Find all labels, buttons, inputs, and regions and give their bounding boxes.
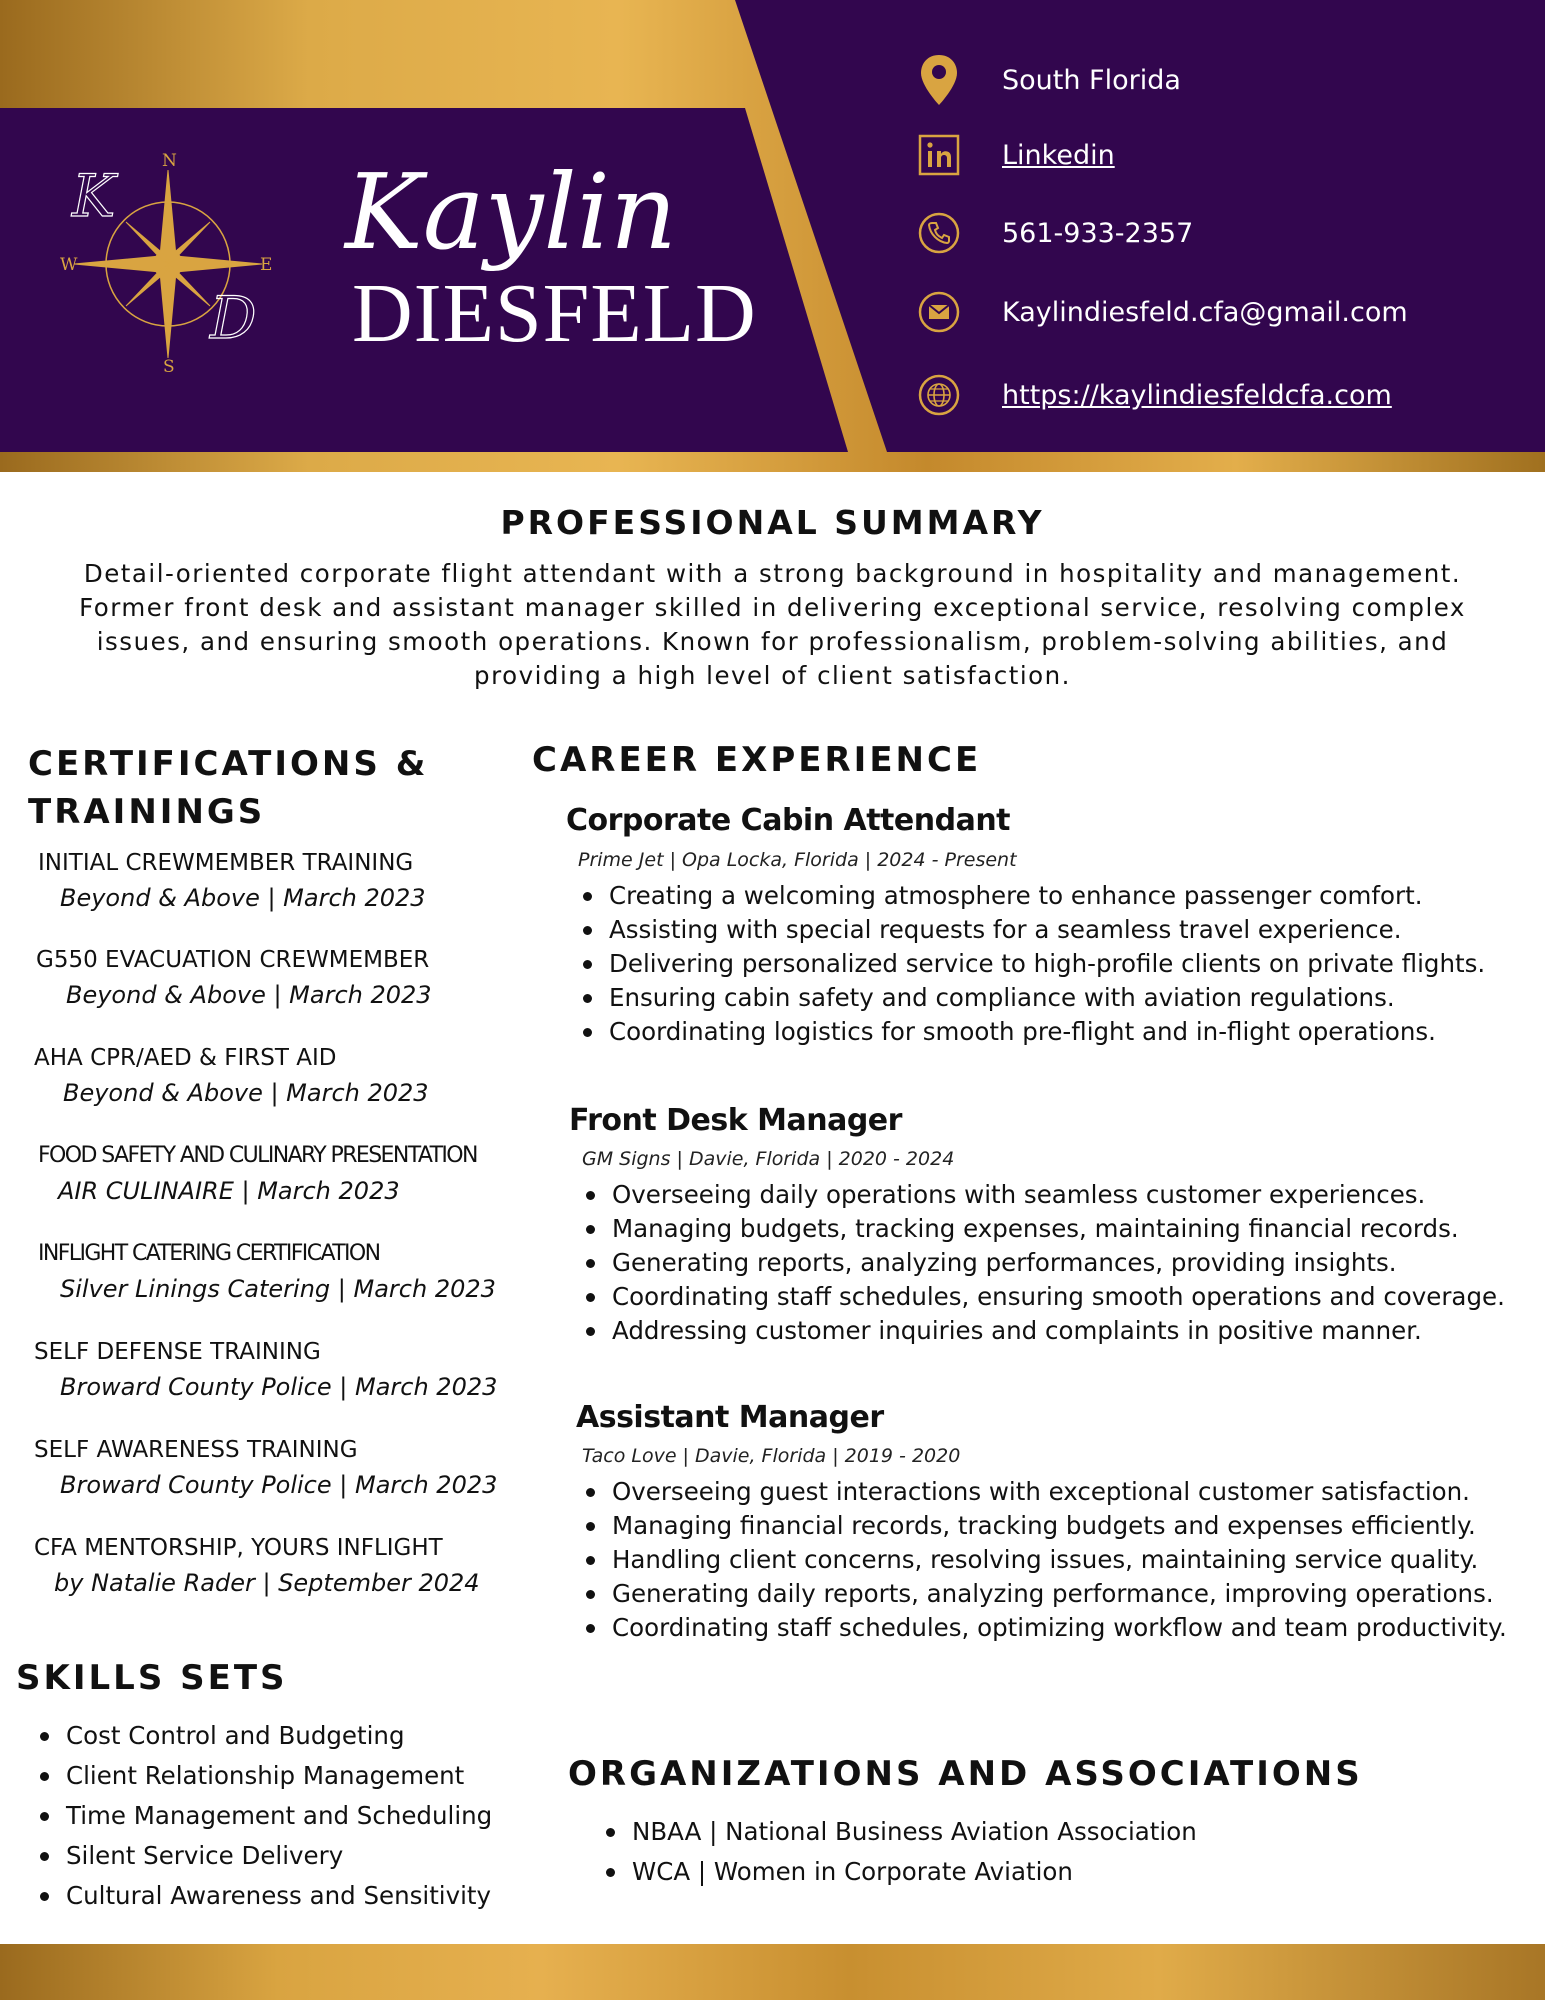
job-bullet: Delivering personalized service to high-profile clients on private flights.: [577, 947, 1485, 981]
job-title: Assistant Manager: [576, 1400, 884, 1435]
job-bullet: Coordinating logistics for smooth pre-flight and in-flight operations.: [577, 1015, 1485, 1049]
contact-location: [916, 50, 1181, 110]
job-bullet: Coordinating staff schedules, ensuring smooth operations and coverage.: [580, 1280, 1505, 1314]
summary-line: Detail-oriented corporate flight attendant with a strong background in hospitality and management.: [83, 559, 1462, 588]
cert-title: INITIAL CREWMEMBER TRAINING: [38, 850, 414, 876]
contact-linkedin[interactable]: [916, 125, 1115, 185]
skills-title: SKILLS SETS: [16, 1658, 288, 1698]
cert-issuer: by Natalie Rader | September 2024: [54, 1569, 480, 1597]
job-bullets: [580, 1475, 1507, 1645]
certifications-title: [28, 740, 428, 836]
summary-title: PROFESSIONAL SUMMARY: [500, 503, 1045, 542]
phone-icon: [916, 210, 962, 256]
cert-title: CFA MENTORSHIP, YOURS INFLIGHT: [34, 1535, 443, 1561]
job-bullet: Addressing customer inquiries and complaints in positive manner.: [580, 1314, 1505, 1348]
job-meta: GM Signs | Davie, Florida | 2020 - 2024: [582, 1148, 955, 1170]
job-bullet: Overseeing daily operations with seamless customer experiences.: [580, 1178, 1505, 1212]
job-bullet: Creating a welcoming atmosphere to enhance passenger comfort.: [577, 879, 1485, 913]
job-bullet: Coordinating staff schedules, optimizing workflow and team productivity.: [580, 1611, 1507, 1645]
cert-issuer: Silver Linings Catering | March 2023: [60, 1275, 496, 1303]
certifications-title-line: CERTIFICATIONS &: [28, 744, 429, 784]
location-pin-icon: [916, 57, 962, 103]
skill-item: Silent Service Delivery: [34, 1836, 492, 1876]
job-bullet: Assisting with special requests for a seamless travel experience.: [577, 913, 1485, 947]
summary-text: [40, 557, 1505, 693]
skill-item: Cost Control and Budgeting: [34, 1716, 492, 1756]
job-bullet: Managing budgets, tracking expenses, maintaining financial records.: [580, 1212, 1505, 1246]
job-title: Front Desk Manager: [569, 1103, 902, 1138]
certifications-title-line: TRAININGS: [28, 792, 266, 832]
svg-text:E: E: [260, 255, 273, 275]
cert-issuer: Beyond & Above | March 2023: [63, 1079, 429, 1107]
linkedin-link[interactable]: Linkedin: [1002, 139, 1115, 171]
svg-text:D: D: [210, 284, 257, 352]
skill-item: Client Relationship Management: [34, 1756, 492, 1796]
job-bullets: [577, 879, 1485, 1049]
career-title: CAREER EXPERIENCE: [532, 740, 982, 780]
resume-header: [0, 0, 1545, 472]
contact-phone: [916, 203, 1193, 263]
cert-issuer: AIR CULINAIRE | March 2023: [58, 1177, 400, 1205]
summary-line: providing a high level of client satisfaction.: [474, 661, 1071, 690]
summary-line: issues, and ensuring smooth operations. Known for professionalism, problem-solving abilities, and: [96, 627, 1449, 656]
contact-email-text: Kaylindiesfeld.cfa@gmail.com: [1002, 296, 1408, 328]
cert-issuer: Broward County Police | March 2023: [60, 1471, 498, 1499]
job-bullet: Ensuring cabin safety and compliance with aviation regulations.: [577, 981, 1485, 1015]
cert-title: FOOD SAFETY AND CULINARY PRESENTATION: [38, 1143, 477, 1168]
job-bullet: Managing financial records, tracking budgets and expenses efficiently.: [580, 1509, 1507, 1543]
svg-text:W: W: [60, 255, 78, 275]
job-meta: Taco Love | Davie, Florida | 2019 - 2020: [582, 1445, 961, 1467]
cert-issuer: Beyond & Above | March 2023: [66, 981, 432, 1009]
summary-line: Former front desk and assistant manager skilled in delivering exceptional service, resolving complex: [79, 593, 1466, 622]
website-link[interactable]: https://kaylindiesfeldcfa.com: [1002, 379, 1392, 411]
svg-text:S: S: [163, 357, 175, 377]
cert-issuer: Beyond & Above | March 2023: [60, 884, 426, 912]
compass-monogram-logo: [60, 150, 280, 380]
contact-phone-text: 561-933-2357: [1002, 217, 1194, 249]
organization-item: WCA | Women in Corporate Aviation: [600, 1852, 1197, 1892]
cert-title: SELF AWARENESS TRAINING: [34, 1437, 358, 1463]
cert-title: INFLIGHT CATERING CERTIFICATION: [38, 1241, 380, 1266]
job-meta: Prime Jet | Opa Locka, Florida | 2024 - Present: [578, 849, 1017, 871]
svg-text:N: N: [162, 151, 177, 171]
cert-issuer: Broward County Police | March 2023: [60, 1373, 498, 1401]
job-title: Corporate Cabin Attendant: [566, 803, 1011, 838]
organizations-title: ORGANIZATIONS AND ASSOCIATIONS: [568, 1754, 1363, 1794]
name-last: DIESFELD: [352, 267, 757, 360]
organization-item: NBAA | National Business Aviation Association: [600, 1812, 1197, 1852]
skill-item: Cultural Awareness and Sensitivity: [34, 1876, 492, 1916]
organizations-list: [600, 1812, 1197, 1892]
footer-gold-bar: [0, 1944, 1545, 2000]
cert-title: G550 EVACUATION CREWMEMBER: [36, 947, 430, 973]
skill-item: Time Management and Scheduling: [34, 1796, 492, 1836]
contact-email: [916, 282, 1408, 342]
job-bullet: Generating reports, analyzing performances, providing insights.: [580, 1246, 1505, 1280]
email-icon: [916, 289, 962, 335]
job-bullet: Overseeing guest interactions with exceptional customer satisfaction.: [580, 1475, 1507, 1509]
job-bullet: Handling client concerns, resolving issues, maintaining service quality.: [580, 1543, 1507, 1577]
cert-title: SELF DEFENSE TRAINING: [34, 1339, 321, 1365]
linkedin-icon: [916, 132, 962, 178]
job-bullet: Generating daily reports, analyzing performance, improving operations.: [580, 1577, 1507, 1611]
skills-list: [34, 1716, 492, 1916]
job-bullets: [580, 1178, 1505, 1348]
name-first: Kaylin: [345, 151, 677, 273]
cert-title: AHA CPR/AED & FIRST AID: [34, 1045, 337, 1071]
contact-location-text: South Florida: [1002, 64, 1181, 96]
contact-website[interactable]: [916, 365, 1392, 425]
globe-icon: [916, 372, 962, 418]
svg-text:K: K: [72, 162, 116, 230]
